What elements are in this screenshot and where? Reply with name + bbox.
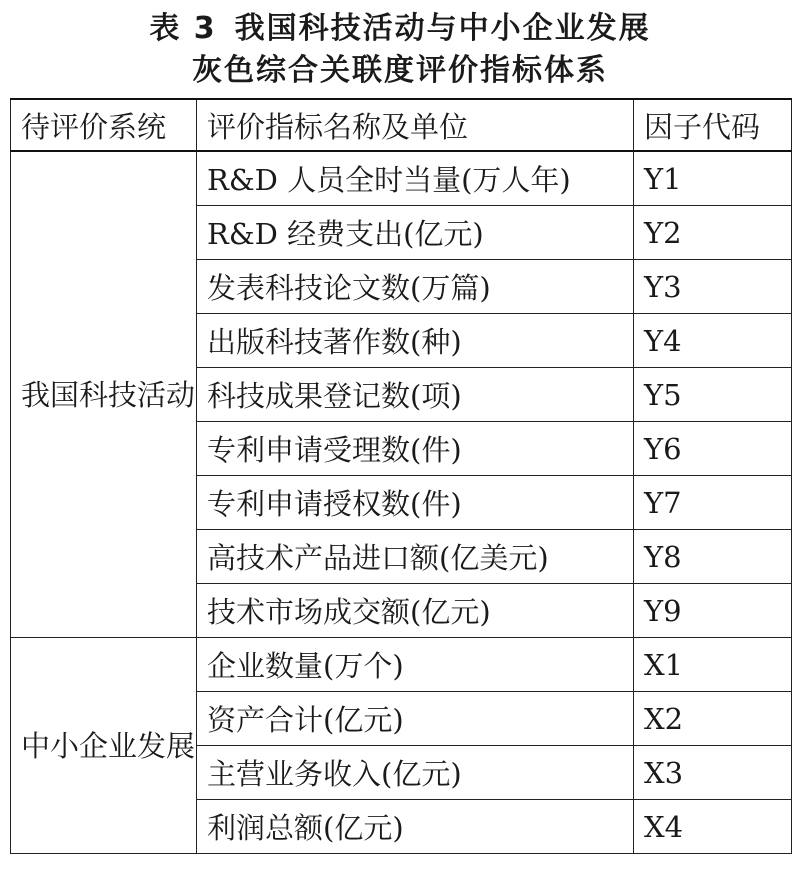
indicator-cell: 专利申请受理数(件) bbox=[197, 422, 634, 476]
table-body bbox=[11, 151, 792, 854]
factor-code-cell: Y9 bbox=[634, 584, 792, 638]
factor-code-cell: Y7 bbox=[634, 476, 792, 530]
indicator-cell: R&D 经费支出(亿元) bbox=[197, 206, 634, 260]
indicator-cell: 企业数量(万个) bbox=[197, 638, 634, 692]
header-row bbox=[11, 99, 792, 151]
table-number: 表 3 bbox=[149, 11, 217, 46]
indicator-cell: 技术市场成交额(亿元) bbox=[197, 584, 634, 638]
factor-code-cell: X4 bbox=[634, 800, 792, 854]
indicator-cell: 发表科技论文数(万篇) bbox=[197, 260, 634, 314]
indicator-cell: 专利申请授权数(件) bbox=[197, 476, 634, 530]
header-code: 因子代码 bbox=[634, 99, 792, 151]
indicator-cell: 主营业务收入(亿元) bbox=[197, 746, 634, 800]
indicator-cell: 高技术产品进口额(亿美元) bbox=[197, 530, 634, 584]
indicator-cell: 利润总额(亿元) bbox=[197, 800, 634, 854]
factor-code-cell: X3 bbox=[634, 746, 792, 800]
caption-line-1 bbox=[0, 8, 800, 50]
indicator-cell: 出版科技著作数(种) bbox=[197, 314, 634, 368]
factor-code-cell: Y2 bbox=[634, 206, 792, 260]
factor-code-cell: Y4 bbox=[634, 314, 792, 368]
table-header bbox=[11, 99, 792, 151]
table-row bbox=[11, 151, 792, 206]
factor-code-cell: Y8 bbox=[634, 530, 792, 584]
table-caption bbox=[0, 8, 800, 92]
indicator-cell: 科技成果登记数(项) bbox=[197, 368, 634, 422]
table-row bbox=[11, 638, 792, 692]
system-name-cell: 我国科技活动 bbox=[11, 151, 197, 638]
factor-code-cell: Y5 bbox=[634, 368, 792, 422]
factor-code-cell: X2 bbox=[634, 692, 792, 746]
caption-title-part-1: 我国科技活动与中小企业发展 bbox=[234, 11, 651, 46]
indicator-table bbox=[10, 98, 792, 854]
caption-line-2: 灰色综合关联度评价指标体系 bbox=[192, 53, 608, 88]
header-indicator: 评价指标名称及单位 bbox=[197, 99, 634, 151]
factor-code-cell: Y1 bbox=[634, 151, 792, 206]
indicator-cell: R&D 人员全时当量(万人年) bbox=[197, 151, 634, 206]
indicator-cell: 资产合计(亿元) bbox=[197, 692, 634, 746]
factor-code-cell: Y3 bbox=[634, 260, 792, 314]
header-system: 待评价系统 bbox=[11, 99, 197, 151]
system-name-cell: 中小企业发展 bbox=[11, 638, 197, 854]
factor-code-cell: X1 bbox=[634, 638, 792, 692]
factor-code-cell: Y6 bbox=[634, 422, 792, 476]
